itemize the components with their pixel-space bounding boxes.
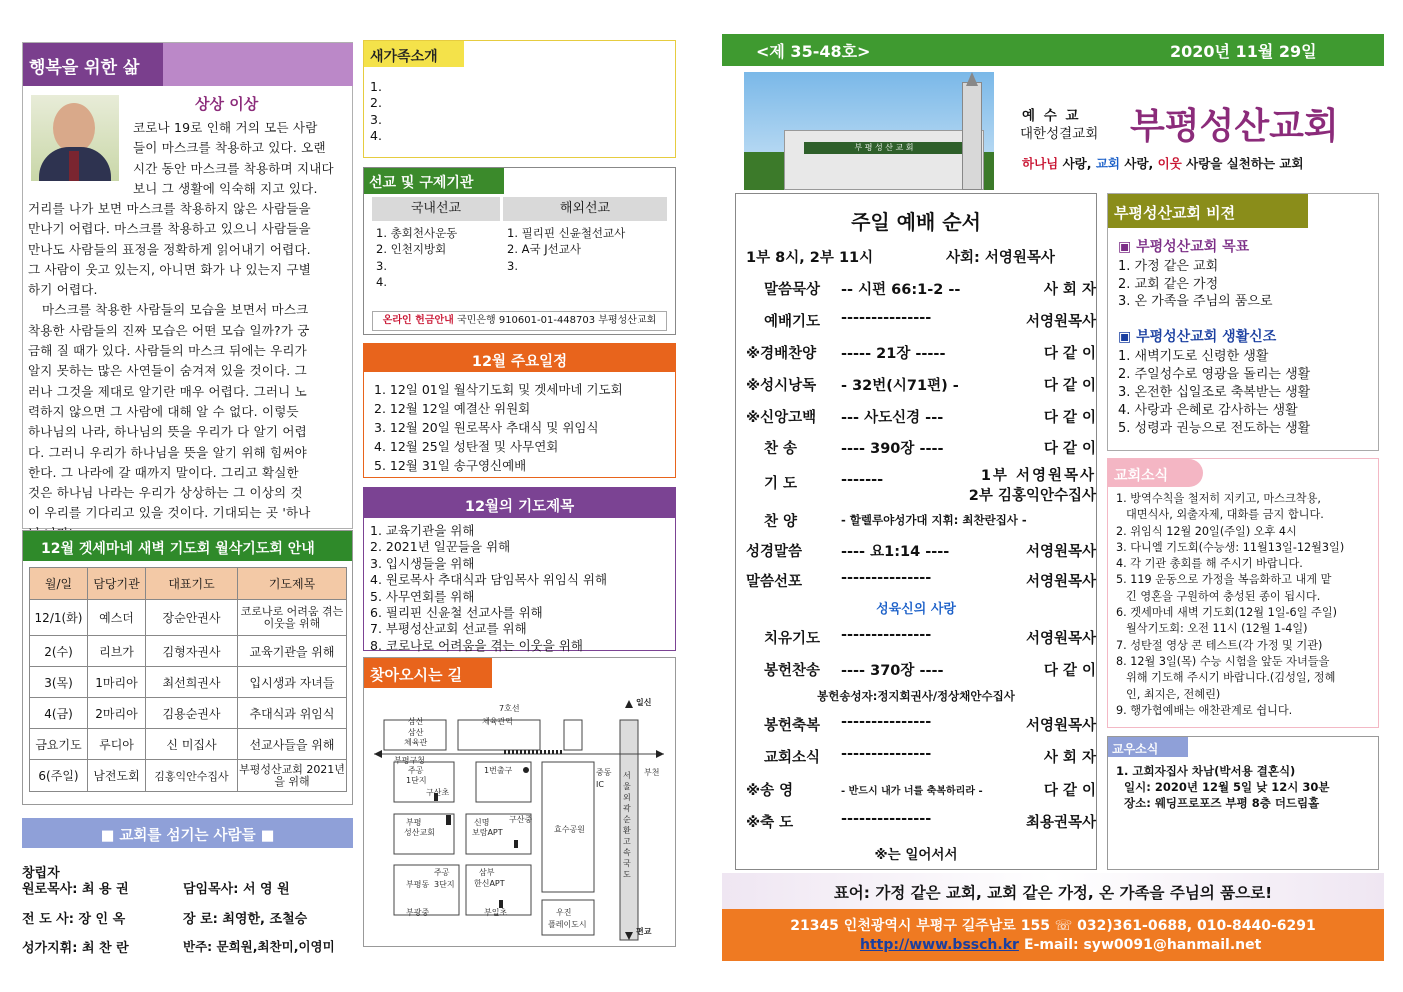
order-person: 다 같 이 [1043,346,1096,362]
mission-col-domestic: 국내선교 [372,197,500,221]
list-item: 2. A국 J선교사 [507,242,581,257]
life-line: 하기 어렵다. [28,282,98,298]
cell: 1마리아 [88,667,146,698]
map-header: 찾아오시는 길 [370,666,463,684]
life-line: 하나님의 나라, 하나님의 뜻을 우리가 다 알기 어렵 [28,424,307,440]
church-motto [1022,154,1304,172]
church-building-image [744,72,994,190]
domestic-list [376,225,457,291]
list-item: 3. [507,258,518,273]
life-line: 만나도 사람들의 표정을 정확하게 읽어내기 어렵다. [28,241,311,257]
order-note: ※는 일어서서 [874,847,958,863]
map-label: 우진 [556,908,572,917]
order-person: 서영원목사 [1025,631,1096,647]
order-detail: --- 사도신경 --- [841,410,944,426]
table-row [30,729,347,760]
order-detail: - 32번(시71편) - [841,378,959,394]
list-item: 5. 12월 31일 송구영신예배 [374,458,527,473]
life-line: 코로나 19로 인해 거의 모든 사람 [133,120,318,135]
order-label: ※송 영 [746,783,794,799]
list-item: 1. 고희자집사 차남(박서용 결혼식) [1116,764,1296,778]
map-label: 플레이도시 [548,920,587,929]
news-list [1116,491,1344,719]
list-item: 2. 2021년 일꾼들을 위해 [370,539,511,555]
life-title: 상상 이상 [195,95,259,113]
schedule-section [363,343,676,478]
order-label: 봉헌축복 [764,718,821,734]
order-person: 다 같 이 [1043,441,1096,457]
motto-word: 사랑, [1062,156,1092,171]
life-header-accent [163,43,353,86]
cell: 금요기도 [30,729,88,760]
list-item: 장소: 웨딩프로포즈 부평 8층 더드림홀 [1124,796,1320,810]
list-item: 1. 총회천사운동 [376,226,458,240]
list-item: 3. [370,111,382,127]
online-offering [372,311,667,331]
table-row [30,636,347,667]
church-name: 부평성산교회 [1130,105,1339,147]
list-item: 4. [370,128,382,144]
order-rows [736,194,1098,871]
newfamily-header: 새가족소개 [370,49,438,65]
cell: 신 미집사 [146,729,238,760]
schedule-list [374,380,623,475]
list-item: 5. 사무연회를 위해 [370,588,475,604]
cell: 추대식과 위임식 [238,698,347,729]
life-line: 만나기 어렵다. 마스크를 착용하고 있으니 사람들을 [28,221,311,237]
map-label: 서울외곽순환고속국도 [623,771,631,879]
map-label: 3단지 [434,880,455,889]
list-item: 3. 입시생들을 위해 [370,555,475,571]
order-person: 사 회 자 [1043,750,1096,766]
map-label: 부광중 [406,908,430,917]
servants-row-1: 원로목사: 최 용 권 [22,882,129,897]
image-spire [966,72,978,86]
order-label: ※신앙고백 [746,410,817,426]
map-label: 성산교회 [404,828,435,837]
list-item: 3. 12월 20일 원로목사 추대식 및 위임식 [374,420,599,435]
cell: 4(금) [30,698,88,729]
dawn-table-header [30,568,347,600]
map-label: 주공 [434,868,450,877]
order-detail: ----- 21장 ----- [841,346,946,362]
map-label: 부평구청 [394,756,425,765]
cell: 김홍익안수집사 [146,760,238,792]
image-tower [962,82,982,190]
order-detail: --------------- [841,714,932,730]
map-label: 한신APT [474,879,505,888]
map-label: 부평동 [406,880,430,889]
list-item: 2. [370,95,382,111]
member-header: 교우소식 [1112,742,1159,756]
col-leader: 대표기도 [146,568,238,600]
photo-face [53,103,95,153]
life-line: 알지 못하는 많은 사연들이 숨겨져 있을 것이다. 그 [28,363,307,379]
list-item: 3. [376,258,387,273]
list-item: 2. 주일성수로 영광을 돌리는 생활 [1118,367,1311,382]
map-label: 부일초 [484,908,508,917]
schedule-header: 12월 주요일정 [471,354,568,370]
footer-email[interactable]: E-mail: syw0091@hanmail.net [1024,937,1262,953]
map-label: 효수공원 [554,825,585,834]
list-item: 2. 위임식 12월 20일(주일) 오후 4시 [1116,524,1297,538]
order-person: 서영원목사 [1025,718,1096,734]
cell: 부평성산교회 2021년을 위해 [238,760,347,792]
order-person: 다 같 이 [1043,783,1096,799]
vision-section [1107,193,1379,451]
offering-singers: 봉헌송성자:정지회권사/정상채안수집사 [817,689,1015,703]
map-label: 삼부 [479,868,495,877]
table-row [30,600,347,636]
dawn-title: 12월 겟세마네 새벽 기도회 월삭기도회 안내 [41,541,315,557]
order-label: ※경배찬양 [746,346,817,362]
motto-word: 사랑을 실천하는 교회 [1186,156,1304,171]
image-sign: 부 평 성 산 교 회 [804,142,964,154]
mission-col-overseas: 해외선교 [503,197,667,221]
order-person: 최용권목사 [1025,815,1096,831]
order-person: 2부 김홍익안수집사 [968,488,1096,504]
news-section [1107,458,1379,728]
col-date: 월/일 [30,568,88,600]
order-label: 교회소식 [764,750,821,766]
order-label: ※축 도 [746,815,794,831]
order-detail: --------------- [841,746,932,762]
list-item: 7. 부평성산교회 선교를 위해 [370,621,527,637]
life-line: 그 사람이 웃고 있는지, 아니면 화가 나 있는지 구별 [28,261,312,277]
life-text-top [133,118,334,199]
order-label: 성경말씀 [746,544,803,560]
life-line: 들이 마스크를 착용하고 있다. 오랜 [133,140,326,156]
cell: 김용순권사 [146,698,238,729]
mission-header: 선교 및 구제기관 [369,175,474,191]
map-label: 구산초 [426,788,450,797]
servants-row-1b: 담임목사: 서 영 원 [183,882,290,897]
servants-founder: 창립자 [22,866,60,881]
life-line: 다. 그러니 우리가 하나님을 뜻을 알기 위해 힘써야 [28,444,307,460]
cell: 예스더 [88,600,146,636]
life-line: 것은 하나님 나라는 우리가 상상하는 그 이상의 것 [28,485,303,501]
goal-title: ▣ 부평성산교회 목표 [1118,239,1250,255]
overseas-list [507,225,625,274]
order-detail: ---- 390장 ---- [841,441,944,457]
order-detail: --------------- [841,811,932,827]
list-item: 1. 가정 같은 교회 [1118,259,1219,274]
list-item: 9. 행가협예배는 애찬관계로 쉽니다. [1116,703,1293,717]
issue-date: 2020년 11월 29일 [1170,42,1317,61]
table-row [30,667,347,698]
motto-word: 교회 [1095,156,1121,171]
list-item: 긴 영혼을 구원하여 충성된 종이 됩시다. [1126,589,1321,603]
worship-order-section [735,193,1097,870]
life-section [22,42,353,529]
pastor-photo [31,95,119,181]
map-label: 중동 [596,768,612,777]
life-line: 착용한 사람들의 진짜 모습은 어떤 모습 일까?가 궁 [28,322,310,338]
order-detail: - 반드시 내가 너를 축복하리라 - [841,786,983,797]
sermon-title: 성육신의 사랑 [876,602,956,617]
online-offering-label: 온라인 헌금안내 [382,315,454,326]
list-item: 6. 필리핀 신윤철 선교사를 위해 [370,605,543,621]
list-item: 일시: 2020년 12월 5일 낮 12시 30분 [1124,780,1330,794]
order-detail: --------------- [841,310,932,326]
list-item: 3. 온 가족을 주님의 품으로 [1118,294,1273,309]
order-label: 기 도 [764,476,798,492]
motto-word: 사랑, [1124,156,1154,171]
map-labels [364,690,675,946]
life-line: 이 우리를 기다리고 있을 것이다. 기대되는 곳 '하나 [28,505,311,521]
list-item: 1. 필리핀 신윤철선교사 [507,226,626,240]
order-detail: -- 시편 66:1-2 -- [841,282,961,298]
list-item: 1. 교육기관을 위해 [370,523,475,538]
map-label: 1단지 [406,776,427,785]
order-label: 찬 양 [764,514,798,530]
map-label: 부평 [406,818,422,827]
cell: 루디아 [88,729,146,760]
life-text-body [28,199,311,544]
life-header: 행복을 위한 삶 [29,58,140,78]
list-item: 3. 온전한 십일조로 축복받는 생활 [1118,385,1311,400]
map-section [363,657,676,947]
cell: 김형자권사 [146,636,238,667]
list-item: 5. 119 운동으로 가정을 복음화하고 내게 맡 [1116,573,1332,587]
map-label: 주공 [408,766,424,775]
cell: 선교사들을 위해 [238,729,347,760]
map-label: 부천 [644,768,660,777]
map-label: 삼산 [408,728,424,737]
order-label: 말씀묵상 [764,282,821,298]
order-person: 다 같 이 [1043,663,1096,679]
map-label: IC [596,780,604,789]
order-label: 봉헌찬송 [764,663,821,679]
list-item: 1. 방역수칙을 철저히 지키고, 마스크착용, [1116,492,1321,505]
order-person: 서영원목사 [1025,574,1096,590]
list-item: 7. 성탄절 영상 콘 테스트(각 가정 및 기관) [1116,638,1323,652]
goal-list [1118,258,1273,311]
member-news-section [1107,736,1379,870]
order-detail: --------------- [841,570,932,586]
mission-section [363,167,676,335]
dawn-table [29,567,347,792]
servants-row-2: 전 도 사: 장 인 옥 [22,912,126,927]
news-header: 교회소식 [1114,468,1169,484]
list-item: 4. 원로목사 추대식과 담임목사 위임식 위해 [370,572,608,588]
table-row [30,760,347,792]
cell: 코로나로 어려움 겪는 이웃을 위해 [238,600,347,636]
issue-number: <제 35-48호> [756,42,871,61]
life-line: 거리를 나가 보면 마스크를 착용하지 않은 사람들을 [28,201,311,216]
map-label: 체육관 [404,738,428,747]
map-label: 보람APT [472,828,503,837]
slogan: 표어: 가정 같은 교회, 교회 같은 가정, 온 가족을 주님의 품으로! [833,884,1273,902]
cell: 2(수) [30,636,88,667]
servants-header: ■ 교회를 섬기는 사람들 ■ [100,828,275,844]
list-item: 6. 겟세마네 새벽 기도회(12월 1일-6일 주일) [1116,606,1337,620]
list-item: 5. 성령과 권능으로 전도하는 생활 [1118,421,1311,436]
list-item: 4. [376,275,387,290]
life-line: 러나 그것을 제대로 알기란 매우 어렵다. 그러니 노 [28,383,307,399]
order-detail: ---- 370장 ---- [841,663,944,679]
list-item: 4. 사랑과 은혜로 감사하는 생활 [1118,403,1298,418]
order-detail: ---- 요1:14 ---- [841,544,950,560]
prayer-header: 12월의 기도제목 [464,499,575,515]
photo-tie [69,151,79,181]
map-label: 1번출구 [484,766,513,775]
vision-header: 부평성산교회 비젼 [1114,204,1236,222]
website-link[interactable]: http://www.bssch.kr [860,937,1019,953]
newfamily-section [363,40,676,158]
prayer-list [370,523,607,654]
servants-row-2b: 장 로: 최영한, 조철승 [183,912,308,927]
life-line: 금해 질 때가 있다. 사람들의 마스크 뒤에는 우리가 [28,343,307,359]
cell: 최선희권사 [146,667,238,698]
list-item: 1. 새벽기도로 신령한 생활 [1118,349,1269,364]
church-prefix-2: 대한성결교회 [1020,126,1099,142]
order-detail: --------------- [841,627,932,643]
list-item: 8. 12월 3일(목) 수능 시험을 앞둔 자녀들을 [1116,654,1330,668]
order-label: 치유기도 [764,631,821,647]
life-line: 력하지 않으면 그 사람에 대해 알 수 없다. 이렇듯 [28,403,299,419]
order-label: 찬 송 [764,441,798,457]
creed-list [1118,348,1310,438]
cell: 남전도회 [88,760,146,792]
map-label: 편교 [636,927,652,936]
list-item: 인, 최지은, 전혜린) [1126,687,1221,701]
map-label: 신명 [474,818,490,827]
cell: 교육기관을 위해 [238,636,347,667]
list-item: 대면식사, 외출자제, 대화를 금지 합니다. [1126,508,1324,522]
motto-word: 하나님 [1022,156,1059,171]
church-prefix-1: 예 수 교 [1022,108,1081,124]
list-item: 3. 다니엘 기도회(수능생: 11월13일-12월3일) [1116,540,1345,554]
order-person: 사 회 자 [1043,282,1096,298]
dawn-prayer-section [22,530,353,805]
footer-address: 21345 인천광역시 부평구 길주남로 155 ☏ 032)361-0688, 010-8440-6291 [790,918,1316,934]
member-list [1116,763,1330,811]
order-person: 서영원목사 [1025,314,1096,330]
col-org: 담당기관 [88,568,146,600]
cell: 장순안권사 [146,600,238,636]
order-title: 주일 예배 순서 [851,210,981,234]
creed-title: ▣ 부평성산교회 생활신조 [1118,329,1277,345]
cell: 리브가 [88,636,146,667]
servants-row-3: 성가지휘: 최 찬 란 [22,941,129,956]
order-label: 말씀선포 [746,574,803,590]
order-time: 1부 8시, 2부 11시 [746,250,874,266]
order-person: 다 같 이 [1043,410,1096,426]
servants-row-3b: 반주: 문희원,최찬미,이영미 [183,939,335,954]
prayer-section [363,487,676,651]
table-row [30,698,347,729]
order-person: 다 같 이 [1043,378,1096,394]
list-item: 위해 기도해 주시기 바랍니다.(김성일, 정혜 [1126,671,1336,685]
life-line: 한다. 그 나라에 갈 때까지 말이다. 그리고 확실한 [28,464,299,480]
list-item: 1. [370,79,382,94]
order-label: ※성시낭독 [746,378,817,394]
life-line: 마스크를 착용한 사람들의 모습을 보면서 마스크 [42,302,309,318]
map-label: 구산중 [509,815,533,824]
list-item: 2. 인천지방회 [376,242,447,257]
image-building [784,130,984,190]
order-detail: ------- [841,472,884,488]
online-offering-account: 국민은행 910601-01-448703 부평성산교회 [457,315,657,326]
life-line: 시간 동안 마스크를 착용하며 지내다 [133,160,334,176]
map-label: 삼산 [408,717,424,726]
cell: 6(주일) [30,760,88,792]
col-topic: 기도제목 [238,568,347,600]
list-item: 4. 각 기관 총회를 해 주시기 바랍니다. [1116,557,1303,571]
order-person: 서영원목사 [1025,544,1096,560]
order-detail: - 할렐루야성가대 지휘: 최찬란집사 - [841,513,1027,527]
newfamily-list [370,79,382,145]
order-label: 예배기도 [764,314,821,330]
cell: 2마리아 [88,698,146,729]
map-label: 체육관역 [482,717,513,726]
list-item: 4. 12월 25일 성탄절 및 사무연회 [374,439,559,454]
cell: 12/1(화) [30,600,88,636]
list-item: 월삭기도회: 오전 11시 (12월 1-4일) [1126,622,1308,636]
list-item: 8. 코로나로 어려움을 겪는 이웃을 위해 [370,637,583,653]
cell: 3(목) [30,667,88,698]
order-person: 1부 서영원목사 [980,468,1096,484]
map-label: 7호선 [499,704,520,713]
life-line: 보니 그 생활에 익숙해 지고 있다. [133,180,318,196]
map-label: 일신 [636,698,652,707]
order-host: 사회: 서영원목사 [946,250,1055,266]
list-item: 2. 12월 12일 예결산 위원회 [374,401,531,416]
list-item: 2. 교회 같은 가정 [1118,276,1219,292]
motto-word: 이웃 [1157,156,1182,171]
cell: 입시생과 자녀들 [238,667,347,698]
list-item: 1. 12일 01일 월삭기도회 및 겟세마네 기도회 [374,382,623,397]
